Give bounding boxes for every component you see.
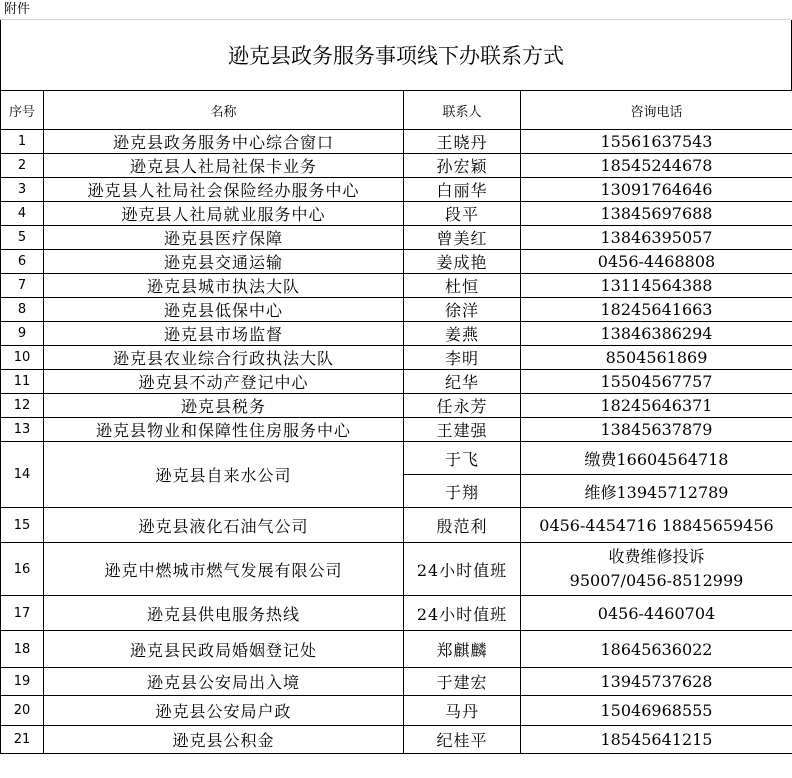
row-phone: 13114564388	[521, 274, 792, 298]
table-row	[1, 696, 792, 726]
row-phone: 13945737628	[521, 668, 792, 696]
table-row	[1, 508, 792, 543]
row-contact: 纪桂平	[404, 726, 521, 754]
header-contact: 联系人	[404, 91, 521, 130]
row-name: 逊克县税务	[44, 394, 404, 418]
row-name: 逊克县物业和保障性住房服务中心	[44, 418, 404, 442]
row-contact: 纪华	[404, 370, 521, 394]
row-no: 16	[1, 543, 44, 596]
row-name: 逊克中燃城市燃气发展有限公司	[44, 543, 404, 596]
row-phone: 15561637543	[521, 130, 792, 154]
row-no: 1	[1, 130, 44, 154]
row-phone: 13846386294	[521, 322, 792, 346]
row-name: 逊克县不动产登记中心	[44, 370, 404, 394]
row-contact: 郑麒麟	[404, 631, 521, 668]
row-no: 11	[1, 370, 44, 394]
row-phone: 18245641663	[521, 298, 792, 322]
row-name: 逊克县自来水公司	[44, 442, 404, 508]
row-name: 逊克县市场监督	[44, 322, 404, 346]
table-header-row	[1, 91, 792, 130]
contact-table	[0, 90, 792, 754]
row-phone: 8504561869	[521, 346, 792, 370]
table-row	[1, 394, 792, 418]
row-phone-line: 95007/0456-8512999	[569, 571, 744, 590]
row-contact: 曾美红	[404, 226, 521, 250]
row-contact: 任永芳	[404, 394, 521, 418]
row-name: 逊克县公安局户政	[44, 696, 404, 726]
row-contact: 段平	[404, 202, 521, 226]
row-contact: 杜恒	[404, 274, 521, 298]
row-no: 14	[1, 442, 44, 508]
row-contact: 24小时值班	[404, 596, 521, 631]
table-row	[1, 346, 792, 370]
table-row	[1, 130, 792, 154]
row-phone: 0456-4460704	[521, 596, 792, 631]
row-name: 逊克县公积金	[44, 726, 404, 754]
row-contact: 白丽华	[404, 178, 521, 202]
row-phone-line: 收费维修投诉	[608, 547, 705, 566]
row-name: 逊克县公安局出入境	[44, 668, 404, 696]
row-contact: 姜成艳	[404, 250, 521, 274]
row-phone: 0456-4468808	[521, 250, 792, 274]
row-contact: 孙宏颖	[404, 154, 521, 178]
row-phone: 15046968555	[521, 696, 792, 726]
row-phone: 13845697688	[521, 202, 792, 226]
row-phone: 15504567757	[521, 370, 792, 394]
row-contact: 王建强	[404, 418, 521, 442]
row-no: 8	[1, 298, 44, 322]
row-no: 20	[1, 696, 44, 726]
row-contact: 王晓丹	[404, 130, 521, 154]
row-no: 10	[1, 346, 44, 370]
row-phone: 缴费16604564718	[521, 442, 792, 475]
row-contact: 于翔	[404, 475, 521, 508]
table-row	[1, 442, 792, 475]
row-phone	[521, 543, 792, 596]
row-phone: 13846395057	[521, 226, 792, 250]
table-row	[1, 668, 792, 696]
row-contact: 于飞	[404, 442, 521, 475]
row-contact: 殷范利	[404, 508, 521, 543]
row-name: 逊克县农业综合行政执法大队	[44, 346, 404, 370]
row-no: 17	[1, 596, 44, 631]
row-no: 13	[1, 418, 44, 442]
row-name: 逊克县民政局婚姻登记处	[44, 631, 404, 668]
page-title: 逊克县政务服务事项线下办联系方式	[0, 20, 792, 90]
header-phone: 咨询电话	[521, 91, 792, 130]
row-no: 2	[1, 154, 44, 178]
table-row	[1, 250, 792, 274]
row-phone: 维修13945712789	[521, 475, 792, 508]
row-no: 4	[1, 202, 44, 226]
row-contact: 于建宏	[404, 668, 521, 696]
row-contact: 姜燕	[404, 322, 521, 346]
row-name: 逊克县人社局就业服务中心	[44, 202, 404, 226]
row-name: 逊克县液化石油气公司	[44, 508, 404, 543]
row-contact: 李明	[404, 346, 521, 370]
row-phone: 18245646371	[521, 394, 792, 418]
table-row	[1, 543, 792, 596]
row-phone: 18645636022	[521, 631, 792, 668]
table-row	[1, 322, 792, 346]
table-row	[1, 418, 792, 442]
table-row	[1, 370, 792, 394]
row-no: 3	[1, 178, 44, 202]
row-phone: 13091764646	[521, 178, 792, 202]
table-row	[1, 178, 792, 202]
row-contact: 徐洋	[404, 298, 521, 322]
row-name: 逊克县供电服务热线	[44, 596, 404, 631]
table-row	[1, 726, 792, 754]
row-name: 逊克县人社局社会保险经办服务中心	[44, 178, 404, 202]
row-phone: 18545244678	[521, 154, 792, 178]
row-no: 9	[1, 322, 44, 346]
row-no: 7	[1, 274, 44, 298]
table-row	[1, 226, 792, 250]
table-row	[1, 274, 792, 298]
table-row	[1, 631, 792, 668]
row-contact: 24小时值班	[404, 543, 521, 596]
row-contact: 马丹	[404, 696, 521, 726]
row-no: 15	[1, 508, 44, 543]
row-no: 12	[1, 394, 44, 418]
row-phone: 18545641215	[521, 726, 792, 754]
row-name: 逊克县医疗保障	[44, 226, 404, 250]
row-no: 6	[1, 250, 44, 274]
row-name: 逊克县交通运输	[44, 250, 404, 274]
row-no: 19	[1, 668, 44, 696]
header-no: 序号	[1, 91, 44, 130]
table-row	[1, 154, 792, 178]
row-name: 逊克县低保中心	[44, 298, 404, 322]
table-row	[1, 596, 792, 631]
row-no: 21	[1, 726, 44, 754]
row-phone: 0456-4454716 18845659456	[521, 508, 792, 543]
row-phone: 13845637879	[521, 418, 792, 442]
table-row	[1, 202, 792, 226]
row-no: 5	[1, 226, 44, 250]
row-name: 逊克县城市执法大队	[44, 274, 404, 298]
row-name: 逊克县政务服务中心综合窗口	[44, 130, 404, 154]
table-row	[1, 298, 792, 322]
header-name: 名称	[44, 91, 404, 130]
row-no: 18	[1, 631, 44, 668]
attachment-label: 附件	[0, 0, 791, 20]
row-name: 逊克县人社局社保卡业务	[44, 154, 404, 178]
